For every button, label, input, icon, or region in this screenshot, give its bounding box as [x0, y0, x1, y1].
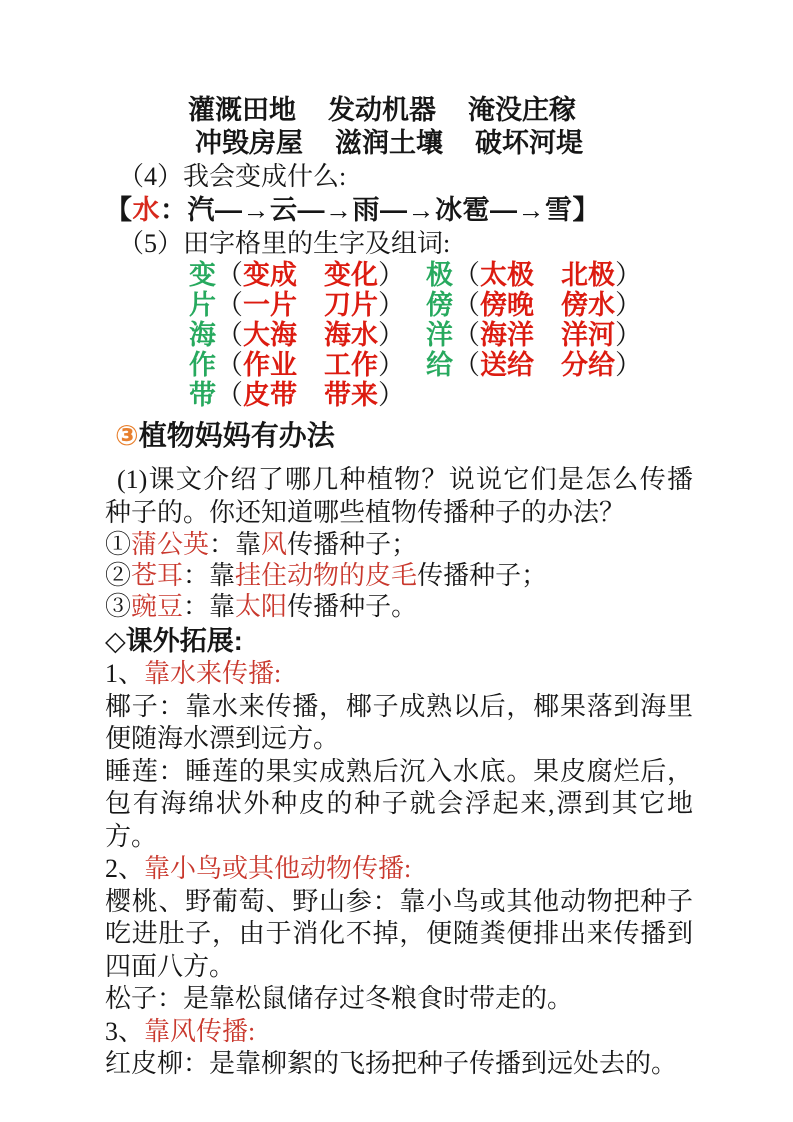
water-lily-paragraph: 睡莲：睡莲的果实成熟后沉入水底。果皮腐烂后，包有海绵状外种皮的种子就会浮起来,漂到其它地方。 [105, 756, 693, 851]
word-pair: 淹没庄稼 [468, 95, 576, 125]
word-entry: 极（太极 北极） [426, 260, 642, 290]
word-list-row [189, 380, 693, 410]
word-pair: 破坏河堤 [475, 128, 583, 158]
word-entry: 带（皮带 带来） [189, 380, 405, 410]
item-number: ③ [105, 592, 132, 621]
word-pair: 灌溉田地 [188, 95, 296, 125]
plant-name: 苍耳 [131, 561, 184, 590]
question-1-paragraph: (1)课文介绍了哪几种植物？说说它们是怎么传播种子的。你还知道哪些植物传播种子的办法？ [105, 465, 693, 527]
word-pairs-row-1 [188, 94, 693, 127]
group-number: 1、 [105, 659, 145, 688]
word-list-row [189, 290, 693, 320]
plant-item-xanthium: ②苍耳：靠挂住动物的皮毛传播种子； [105, 561, 548, 590]
plant-name: 豌豆 [131, 592, 184, 621]
plant-name: 蒲公英 [131, 530, 210, 559]
word-entry: 洋（海洋 洋河） [426, 320, 642, 350]
extension-group-3-header [105, 1016, 693, 1049]
willow-paragraph: 红皮柳：是靠柳絮的飞扬把种子传播到远处去的。 [105, 1049, 678, 1078]
spread-method: 太阳 [235, 592, 288, 621]
group-number: 2、 [105, 854, 145, 883]
word-entry: 作（作业 工作） [189, 350, 405, 380]
word-list-row [189, 320, 693, 350]
word-entry: 海（大海 海水） [189, 320, 405, 350]
group-number: 3、 [105, 1016, 145, 1046]
word-entry: 片（一片 刀片） [189, 290, 405, 320]
section-number-icon: ③ [115, 420, 139, 451]
item-number: ② [105, 561, 132, 590]
word-entry: 变（变成 变化） [189, 260, 405, 290]
word-list-row [189, 260, 693, 290]
word-pairs-row-2 [195, 127, 693, 160]
pine-nut-paragraph: 松子：是靠松鼠储存过冬粮食时带走的。 [105, 984, 574, 1013]
coconut-paragraph: 椰子：靠水来传播，椰子成熟以后，椰果落到海里便随海水漂到远方。 [105, 691, 693, 753]
water-transformation-line [105, 193, 693, 227]
character-word-list [189, 260, 693, 410]
plant-item-dandelion: ①蒲公英：靠风传播种子； [105, 530, 418, 559]
group-title: 靠水来传播: [144, 659, 282, 688]
cherry-paragraph: 樱桃、野葡萄、野山参：靠小鸟或其他动物把种子吃进肚子，由于消化不掉，便随粪便排出来传播到四面八方。 [105, 886, 693, 981]
word-pair: 滋润土壤 [335, 128, 443, 158]
section-title-plant-mothers [115, 418, 693, 454]
bracket-open: 【 [105, 195, 133, 225]
group-title: 靠小鸟或其他动物传播: [144, 854, 412, 883]
item-number: ① [105, 530, 132, 559]
question-5-label: （5）田字格里的生字及组词: [118, 229, 451, 258]
word-list-row [189, 350, 693, 380]
word-pair: 冲毁房屋 [195, 128, 303, 158]
plant-item-pea: ③豌豆：靠太阳传播种子。 [105, 592, 418, 621]
group-title: 靠风传播: [144, 1016, 256, 1046]
section-title-text: 植物妈妈有办法 [138, 420, 335, 451]
water-character: 水 [132, 195, 160, 225]
word-entry: 给（送给 分给） [426, 350, 642, 380]
spread-method: 挂住动物的皮毛 [235, 561, 418, 590]
extension-group-1-header [105, 658, 693, 691]
word-pair: 发动机器 [328, 95, 436, 125]
question-4-label: （4）我会变成什么: [118, 162, 347, 191]
word-entry: 傍（傍晚 傍水） [426, 290, 642, 320]
extension-section-title: ◇课外拓展: [105, 626, 243, 656]
spread-method: 风 [261, 530, 288, 559]
water-sequence: ：汽—→云—→雨—→冰雹—→雪】 [160, 195, 600, 225]
extension-group-2-header [105, 853, 693, 886]
